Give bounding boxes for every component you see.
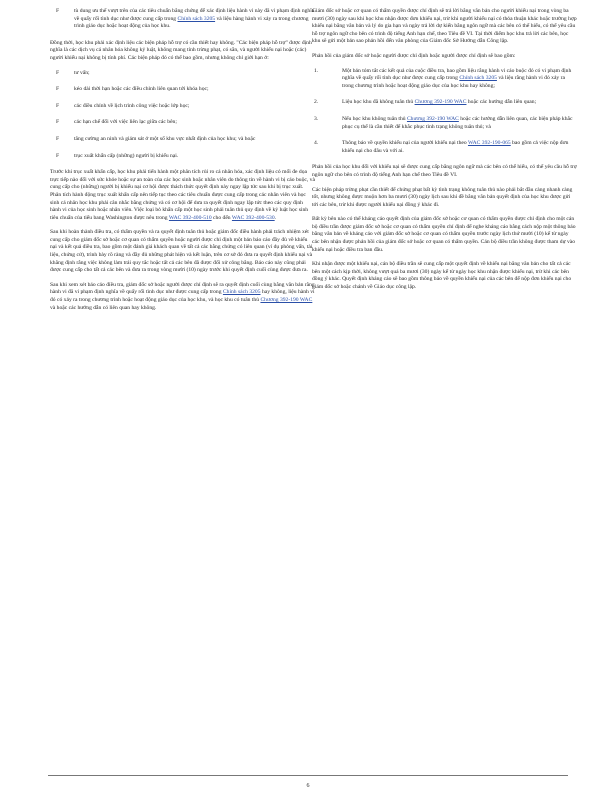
numbered-item <box>312 140 577 155</box>
item-text <box>342 99 577 107</box>
paragraph <box>50 282 315 312</box>
policy-link[interactable]: Chính sách 3205 <box>459 75 497 82</box>
paragraph: Khi nhận được một khiếu nại, cán bộ điều trần sẽ cung cấp một quyết định về khiếu nại bằng văn bản cho tất cả các bên một cách kịp thời, không vượt quá ba mươi (30) ngày kể từ ngày học khu nhận được khiếu nại, trừ khi các bên đồng ý khác. Quyết định kháng cáo sẽ bao gồm thông báo về quyền khiếu nại của các bên để nộp đơn khiếu nại cho giám đốc sở hoặc chánh về Giáo dục công lập. <box>312 261 572 291</box>
item-number: 1. <box>314 67 319 74</box>
paragraph <box>50 169 315 222</box>
footer-divider <box>48 775 568 776</box>
policy-link[interactable]: Chính sách 3205 <box>222 289 261 296</box>
bullet-marker: F <box>56 102 60 109</box>
bullet-text: kéo dài thời hạn hoặc các điều chỉnh liên quan tới khóa học; <box>74 86 209 93</box>
item-text-part: bao gồm cả việc nộp đơn khiếu nại cho đâu và với ai. <box>342 140 569 154</box>
bullet-marker: F <box>56 119 60 126</box>
bullet-text <box>74 8 315 31</box>
paragraph-text: Sau khi xem xét báo cáo điều tra, giám đốc sở hoặc người được chỉ định sẽ ra quyết định cuối cùng bằng văn bản rằng hành vi đã vi phạm định nghĩa về quấy rối tình dục như được cung cấp trong <box>50 281 315 296</box>
item-text-part: Thông báo về quyền khiếu nại của người khiếu nại theo <box>342 140 467 147</box>
paragraph-text: . <box>274 214 277 221</box>
right-column <box>312 8 577 299</box>
policy-link[interactable]: Chính sách 3205 <box>177 15 216 22</box>
item-number: 2. <box>314 99 319 106</box>
item-text-part: Liệu học khu đã không tuân thủ <box>342 99 414 106</box>
list-item <box>56 86 315 94</box>
list-item <box>56 103 315 111</box>
bullet-marker: F <box>56 69 60 76</box>
bullet-text: tăng cường an ninh và giám sát ở một số khu vực nhất định của học khu; và hoặc <box>74 135 256 142</box>
numbered-item <box>312 116 577 131</box>
item-text-part: hoặc các hướng dẫn liên quan, các biện pháp khắc phục cụ thể là cần thiết để khắc phục tình trạng không tuân thủ; và <box>342 115 573 130</box>
paragraph: Các biện pháp trừng phạt cần thiết để chứng phạt bất kỳ tình trạng không tuân thủ nào phải bắt đầu càng nhanh càng tốt, nhưng không được muộn hơn ba mươi (30) ngày lịch sau khi đề bằng văn bản quyết định của học khu được gửi tới các bên, trừ khi được người khiếu nại đồng ý khác đi. <box>312 186 573 208</box>
bullet-text: trục xuất khẩn cấp (những) người bị khiếu nại. <box>74 152 179 159</box>
item-number: 3. <box>314 115 319 122</box>
list-item <box>56 136 315 144</box>
bullet-marker: F <box>56 86 60 93</box>
paragraph-text: và hoặc các hướng dẫn có liên quan hay không. <box>50 304 157 311</box>
paragraph: Phản hồi của giám đốc sở hoặc người được chỉ định hoặc người được chỉ định sẽ bao gồm: <box>312 52 516 59</box>
item-text-part: Nếu học khu không tuân thủ <box>342 115 406 122</box>
bullet-marker: F <box>56 152 60 159</box>
paragraph-text: cho đến <box>213 214 231 221</box>
intro-bullet <box>56 8 315 31</box>
bullet-marker: F <box>56 8 60 14</box>
paragraph: Giám đốc sở hoặc cơ quan có thẩm quyền được chỉ định sẽ trả lời bằng văn bản cho người khiếu nại trong vòng ba mươi (30) ngày sau khi học khu nhận được đơn khiếu nại, trừ khi người khiếu nại có thỏa thuận khác hoặc trường hợp khiếu nại bằng văn bản và lý do gia hạn và ngày trả lời dự kiến bằng ngôn ngữ mà các bên có thể hiểu, có thể yêu cầu hỗ trợ ngôn ngữ cho bên có trình độ tiếng Anh hạn chế, theo Tiêu đề VI. Tại thời điểm học khu trả lời các bên, học khu sẽ gửi một bản sao phản hồi đến văn phòng của Giám đốc Sở Hướng dẫn Công lập. <box>312 8 577 45</box>
paragraph: Sau khi hoàn thành điều tra, có thẩm quyền và ra quyết định tuân thủ hoặc giám đốc điều hành phải trách nhiệm xét cung cấp cho giám đốc sở hoặc cơ quan có thẩm quyền hoặc người được chỉ định một bản báo cáo đầy đủ về khiếu nại và kết quả điều tra, bao gồm một đánh giá khách quan về tất cả các bằng chứng có liên quan (ví dụ phỏng vấn, tài liệu, chứng cứ), trình bày rõ ràng và đầy đủ những phát hiện và kết luận, trên cơ sở đó đưa ra quyết định khiếu nại và khẳng định rằng việc không làm trái quy tắc hoặc tất cả các bên đã được đối xử công bằng. Báo cáo này cũng phải được cung cấp cho tất cả các bên và đưa ra trong vòng mười (10) ngày trước khi quyết định cuối cùng được đưa ra. <box>50 229 313 274</box>
bullet-text-part: tù dung ưu thế vượt trên của các tiêu chuẩn bằng chứng để xác định liệu hành vi này đã vi phạm định nghĩa về quấy rối tình dục như được cung cấp trong <box>74 8 315 22</box>
list-item <box>56 70 315 78</box>
item-text-part: Một bản tóm tắt các kết quả của cuộc điều tra, bao gồm liệu rằng hành vi cáo buộc đó có vi phạm định nghĩa về quấy rối tình dục như được cung cấp trong <box>342 67 572 82</box>
bullet-text-part: và liệu hàng hành vi xảy ra trong chương trình giáo dục hoặc hoạt động của học khu. <box>74 15 309 30</box>
item-text-part: hoặc các hướng dẫn liên quan; <box>467 99 537 106</box>
chapter-link[interactable]: Chương 392-190 WAC <box>406 115 459 122</box>
paragraph-text: hay không, liệu hành vi đó có xảy ra trong chương trình hoặc hoạt động giáo dục của học khu, và học khu có tuân thủ <box>50 289 315 304</box>
left-column <box>50 8 315 319</box>
paragraph: Đồng thời, học khu phải xác định liệu các biện pháp hỗ trợ có cần thiết hay không. "Các biện pháp hỗ trợ" được định nghĩa là các dịch vụ cá nhân hóa không kỷ luật, không mang tính trừng phạt, có sẵn, và người khiếu nại hoặc (các) người khiếu nại không bị tính phí. Các biện pháp đó có thể bao gồm, nhưng không chỉ giới hạn ở: <box>50 39 312 61</box>
item-text <box>342 68 577 91</box>
wac-link[interactable]: WAC 392-190-065 <box>467 140 511 147</box>
wac-link[interactable]: WAC 392-400-510 <box>168 214 212 221</box>
item-text <box>342 116 577 131</box>
bullet-text: các điều chỉnh về lịch trình công việc hoặc lớp học; <box>74 102 190 109</box>
item-text <box>342 140 577 155</box>
bullet-text: các hạn chế đối với việc liên lạc giữa các bên; <box>74 119 177 126</box>
list-item <box>56 119 315 127</box>
paragraph: Phản hồi của học khu đối với khiếu nại sẽ được cung cấp bằng ngôn ngữ mà các bên có thể hiểu, có thể yêu cầu hỗ trợ ngôn ngữ cho bên có trình độ tiếng Anh hạn chế theo Tiêu đề VI. <box>312 164 577 178</box>
chapter-link[interactable]: Chương 392-190 WAC <box>260 297 313 304</box>
wac-link[interactable]: WAC 392-400-530 <box>231 214 275 221</box>
item-number: 4. <box>314 140 319 147</box>
chapter-link[interactable]: Chương 392-190 WAC <box>414 99 467 106</box>
numbered-item <box>312 68 577 91</box>
bullet-marker: F <box>56 135 60 142</box>
paragraph-text: Trước khi trục xuất khẩn cấp, học khu phải tiến hành một phân tích rủi ro cá nhân hóa, xác định liệu có mối đe dọa trực tiếp nào đối với sức khỏe hoặc sự an toàn của các học sinh hoặc nhân viên do thông tin về hành vi bị cáo buộc, và cung cấp cho (những) người bị khiếu nại cơ hội được thách thức quyết định này ngay lập tức sau khi bị trục xuất. Phân tích hành động trục xuất khẩn cấp nên tiếp tục theo các tiêu chuẩn được cung cấp trong các nhân viên và học sinh cá nhân học khu phải cân nhắc bằng chứng và có cơ hội để dưa ra quyết định ngay lập tức theo các quy định hành vi của học sinh hoặc nhân viên. Việc loại bỏ khẩn cấp một học sinh phải tuân thủ quy định về kỷ luật học sinh tiêu chuẩn của tiểu bang Washington được nêu trong <box>50 169 315 221</box>
page-number: 6 <box>306 783 310 789</box>
list-item <box>56 153 315 161</box>
numbered-item <box>312 99 577 107</box>
item-text-part: và liệu rằng hành vi đó xảy ra trong chương trình hoặc hoạt động giáo dục của học khu hay không; <box>342 75 565 89</box>
bullet-text: tư vấn; <box>74 69 90 76</box>
paragraph: Bất kỳ bên nào có thể kháng cáo quyết định của giám đốc sở hoặc cơ quan có thẩm quyền được chỉ định cho một cán bộ điều trần được giám đốc sở hoặc cơ quan có thẩm quyền chỉ định để nghe kháng cáo bằng cách nộp một thông báo bằng văn bản về kháng cáo với giám đốc sở hoặc cơ quan có thẩm quyền trước ngày lịch thứ mười (10) kể từ ngày các bên nhận được phản hồi của giám đốc sở hoặc cơ quan có thẩm quyền. Cán bộ điều trần không được tham dự vào khiếu nại hoặc điều tra ban đầu. <box>312 216 576 253</box>
